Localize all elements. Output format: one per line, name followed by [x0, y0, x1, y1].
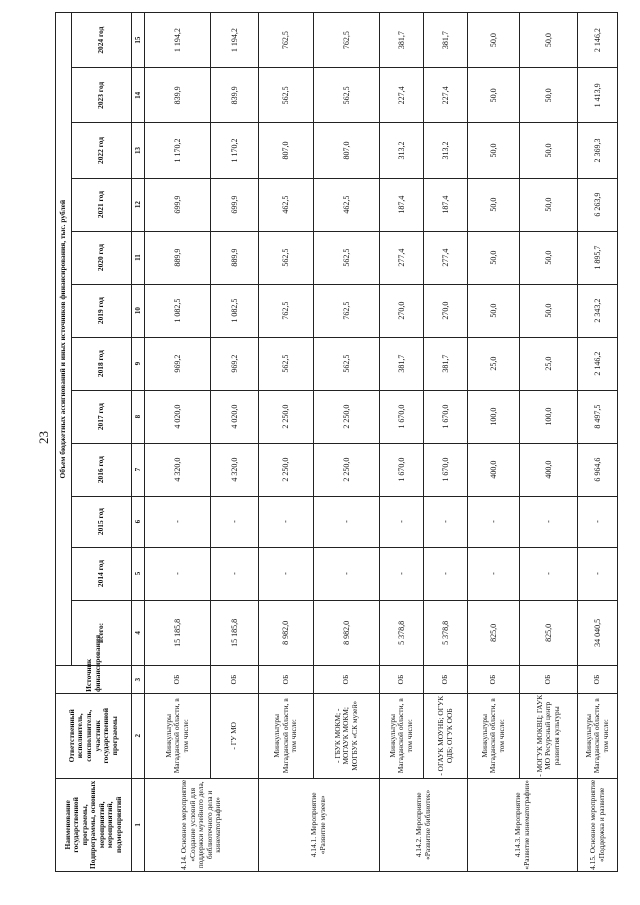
- row-year-value: 50,0: [468, 231, 520, 284]
- row-source: ОБ: [520, 666, 578, 694]
- row-year-value: 889,9: [211, 231, 259, 284]
- column-number: 7: [132, 443, 145, 496]
- row-year-value: 50,0: [520, 123, 578, 178]
- row-year-value: 462,5: [314, 178, 380, 231]
- row-year-value: 2 146,2: [578, 13, 618, 68]
- row-executor: Минкультуры Магаданской области, в том числе:: [468, 693, 520, 778]
- row-year-value: 381,7: [380, 337, 424, 390]
- row-total-value: 825,0: [520, 600, 578, 666]
- row-total-value: 8 982,0: [314, 600, 380, 666]
- header-funding: Объем бюджетных ассигнований и иных источников финансирования, тыс. рублей: [56, 13, 72, 666]
- row-year-value: 50,0: [520, 13, 578, 68]
- header-year: 2024 год: [72, 13, 132, 68]
- row-year-value: 25,0: [468, 337, 520, 390]
- row-year-value: 100,0: [520, 390, 578, 443]
- row-year-value: 50,0: [468, 284, 520, 337]
- row-name: 4.15. Основное мероприятие «Поддержка и развитие: [578, 778, 618, 871]
- row-year-value: 2 250,0: [314, 390, 380, 443]
- row-year-value: 1 170,2: [145, 123, 211, 178]
- row-year-value: 8 497,5: [578, 390, 618, 443]
- row-year-value: 1 413,9: [578, 68, 618, 123]
- row-year-value: 400,0: [520, 443, 578, 496]
- row-year-value: 313,2: [380, 123, 424, 178]
- row-year-value: 4 020,0: [145, 390, 211, 443]
- column-number: 8: [132, 390, 145, 443]
- row-year-value: -: [145, 547, 211, 600]
- row-year-value: -: [424, 547, 468, 600]
- row-year-value: 1 194,2: [211, 13, 259, 68]
- row-total-value: 825,0: [468, 600, 520, 666]
- row-year-value: 762,5: [314, 13, 380, 68]
- header-year: 2017 год: [72, 390, 132, 443]
- row-year-value: 4 320,0: [145, 443, 211, 496]
- column-number: 6: [132, 496, 145, 547]
- table-row: [145, 13, 211, 872]
- row-name: 4.14.2. Мероприятие «Развитие библиотек»: [380, 778, 468, 871]
- header-year: 2021 год: [72, 178, 132, 231]
- row-source: ОБ: [424, 666, 468, 694]
- row-executor: Минкультуры Магаданской области, в том числе:: [578, 693, 618, 778]
- header-year: 2023 год: [72, 68, 132, 123]
- row-source: ОБ: [578, 666, 618, 694]
- row-total-value: 5 378,8: [424, 600, 468, 666]
- row-total-value: 34 040,5: [578, 600, 618, 666]
- column-number: 5: [132, 547, 145, 600]
- row-year-value: 6 964,6: [578, 443, 618, 496]
- column-number: 10: [132, 284, 145, 337]
- header-year: 2014 год: [72, 547, 132, 600]
- header-source: Источник финансирования: [56, 666, 132, 694]
- row-year-value: 227,4: [424, 68, 468, 123]
- column-number: 3: [132, 666, 145, 694]
- row-year-value: 50,0: [468, 68, 520, 123]
- row-year-value: -: [211, 496, 259, 547]
- row-year-value: -: [380, 547, 424, 600]
- row-year-value: 807,0: [314, 123, 380, 178]
- row-year-value: 50,0: [468, 13, 520, 68]
- row-year-value: -: [314, 547, 380, 600]
- row-year-value: 50,0: [468, 178, 520, 231]
- row-year-value: 762,5: [314, 284, 380, 337]
- header-year: 2022 год: [72, 123, 132, 178]
- column-number: 9: [132, 337, 145, 390]
- row-year-value: 1 170,2: [211, 123, 259, 178]
- row-year-value: 227,4: [380, 68, 424, 123]
- row-year-value: 2 146,2: [578, 337, 618, 390]
- row-year-value: 969,2: [211, 337, 259, 390]
- row-year-value: 807,0: [259, 123, 314, 178]
- column-number: 11: [132, 231, 145, 284]
- row-year-value: 969,2: [145, 337, 211, 390]
- row-source: ОБ: [259, 666, 314, 694]
- row-year-value: 270,0: [380, 284, 424, 337]
- row-year-value: 381,7: [424, 13, 468, 68]
- row-source: ОБ: [468, 666, 520, 694]
- header-year: 2015 год: [72, 496, 132, 547]
- row-year-value: -: [259, 496, 314, 547]
- row-year-value: 1 895,7: [578, 231, 618, 284]
- row-year-value: 313,2: [424, 123, 468, 178]
- row-year-value: -: [520, 496, 578, 547]
- row-year-value: -: [468, 496, 520, 547]
- row-year-value: 4 020,0: [211, 390, 259, 443]
- header-year: 2016 год: [72, 443, 132, 496]
- row-year-value: 889,9: [145, 231, 211, 284]
- row-year-value: 2 369,3: [578, 123, 618, 178]
- row-year-value: 699,9: [145, 178, 211, 231]
- row-year-value: 50,0: [520, 68, 578, 123]
- header-name: Наименование государственной программы, Подпрограммы, основных мероприятий, мероприятий, подмероприятий: [56, 778, 132, 871]
- row-year-value: 277,4: [424, 231, 468, 284]
- row-year-value: -: [578, 547, 618, 600]
- row-year-value: -: [380, 496, 424, 547]
- row-source: ОБ: [211, 666, 259, 694]
- table-row: [380, 13, 424, 872]
- column-number: 2: [132, 693, 145, 778]
- row-year-value: 50,0: [520, 231, 578, 284]
- row-source: ОБ: [380, 666, 424, 694]
- table-row: [578, 13, 618, 872]
- row-executor: - ГБУК МОКМ; - МОГАУК МОКМ; МОГБУК «СК музей»: [314, 693, 380, 778]
- row-total-value: 8 982,0: [259, 600, 314, 666]
- row-year-value: 277,4: [380, 231, 424, 284]
- table-row: [424, 13, 468, 872]
- row-year-value: 2 343,2: [578, 284, 618, 337]
- row-year-value: 839,9: [211, 68, 259, 123]
- row-year-value: 187,4: [424, 178, 468, 231]
- table-row: [259, 13, 314, 872]
- row-source: ОБ: [145, 666, 211, 694]
- row-year-value: 762,5: [259, 13, 314, 68]
- table-row: [211, 13, 259, 872]
- row-total-value: 15 185,8: [145, 600, 211, 666]
- row-year-value: 4 320,0: [211, 443, 259, 496]
- rotated-table-container: [55, 12, 610, 872]
- header-year: 2019 год: [72, 284, 132, 337]
- row-executor: - ОГАУК МОУНБ; ОГУК ОДБ; ОГУК ООБ: [424, 693, 468, 778]
- table-row: [468, 13, 520, 872]
- row-name: 4.14.1. Мероприятие «Развитие музеев»: [259, 778, 380, 871]
- row-year-value: 1 670,0: [380, 443, 424, 496]
- column-number: 12: [132, 178, 145, 231]
- row-year-value: 1 082,5: [211, 284, 259, 337]
- table-row: [520, 13, 578, 872]
- row-year-value: -: [145, 496, 211, 547]
- row-executor: Минкультуры Магаданской области, в том числе:: [259, 693, 314, 778]
- row-year-value: 25,0: [520, 337, 578, 390]
- row-source: ОБ: [314, 666, 380, 694]
- table-row: [314, 13, 380, 872]
- row-year-value: 699,9: [211, 178, 259, 231]
- row-year-value: 562,5: [314, 337, 380, 390]
- row-year-value: -: [211, 547, 259, 600]
- row-year-value: 562,5: [259, 337, 314, 390]
- row-year-value: 50,0: [520, 178, 578, 231]
- row-year-value: 562,5: [259, 231, 314, 284]
- row-executor: Минкультуры Магаданской области, в том числе:: [145, 693, 211, 778]
- column-number: 13: [132, 123, 145, 178]
- header-executor: Ответственный исполнитель, соисполнитель, участник государственной программы: [56, 693, 132, 778]
- row-year-value: 400,0: [468, 443, 520, 496]
- row-year-value: -: [578, 496, 618, 547]
- row-executor: - ГУ МО: [211, 693, 259, 778]
- row-year-value: 1 670,0: [380, 390, 424, 443]
- row-year-value: 270,0: [424, 284, 468, 337]
- row-year-value: 462,5: [259, 178, 314, 231]
- row-total-value: 15 185,8: [211, 600, 259, 666]
- page-number: 23: [36, 431, 51, 444]
- row-total-value: 5 378,8: [380, 600, 424, 666]
- column-number: 15: [132, 13, 145, 68]
- header-total: всего:: [72, 600, 132, 666]
- row-year-value: 381,7: [380, 13, 424, 68]
- row-year-value: 50,0: [468, 123, 520, 178]
- row-year-value: 2 250,0: [314, 443, 380, 496]
- row-year-value: 6 263,9: [578, 178, 618, 231]
- column-number: 1: [132, 778, 145, 871]
- row-year-value: 1 194,2: [145, 13, 211, 68]
- row-year-value: 1 670,0: [424, 443, 468, 496]
- row-year-value: -: [468, 547, 520, 600]
- row-year-value: 381,7: [424, 337, 468, 390]
- row-year-value: 50,0: [520, 284, 578, 337]
- row-year-value: 762,5: [259, 284, 314, 337]
- row-year-value: -: [259, 547, 314, 600]
- row-year-value: 839,9: [145, 68, 211, 123]
- row-executor: Минкультуры Магаданской области, в том числе:: [380, 693, 424, 778]
- row-executor: - МОГУК МОКВЦ; ГАУК МО Ресурсный центр развития культуры: [520, 693, 578, 778]
- row-year-value: 1 082,5: [145, 284, 211, 337]
- row-year-value: 562,5: [314, 68, 380, 123]
- row-year-value: -: [520, 547, 578, 600]
- funding-table: [55, 12, 618, 872]
- column-number: 14: [132, 68, 145, 123]
- header-year: 2020 год: [72, 231, 132, 284]
- row-year-value: 562,5: [314, 231, 380, 284]
- row-year-value: 2 250,0: [259, 443, 314, 496]
- row-name: 4.14. Основное мероприятие «Создание условий для поддержки музейного дела, библиотечного дела и кинематографии»: [145, 778, 259, 871]
- row-year-value: 1 670,0: [424, 390, 468, 443]
- row-year-value: 187,4: [380, 178, 424, 231]
- column-number: 4: [132, 600, 145, 666]
- header-year: 2018 год: [72, 337, 132, 390]
- row-year-value: 2 250,0: [259, 390, 314, 443]
- row-year-value: 100,0: [468, 390, 520, 443]
- row-year-value: 562,5: [259, 68, 314, 123]
- row-name: 4.14.3. Мероприятие «Развитие кинематографии»: [468, 778, 578, 871]
- row-year-value: -: [424, 496, 468, 547]
- row-year-value: -: [314, 496, 380, 547]
